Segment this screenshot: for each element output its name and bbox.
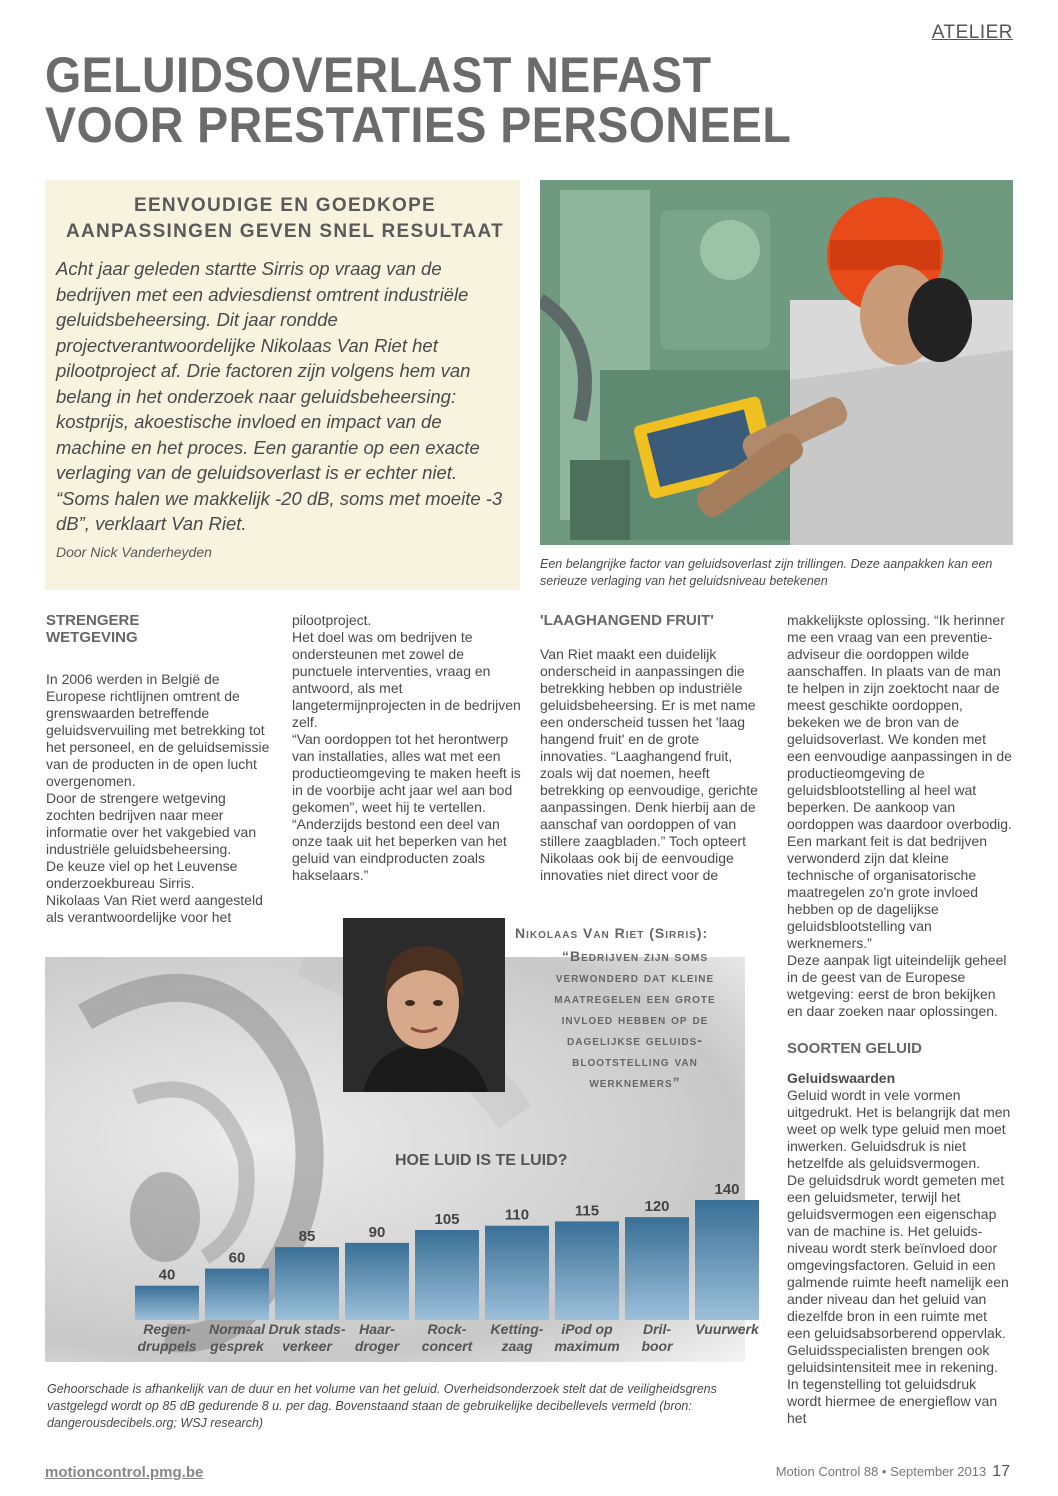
pull-quote: “Bedrijven zijn soms verwonderd dat kleine maatregelen een grote invloed hebben op de dagelijkse geluids-blootstelling van werknemers” — [554, 948, 716, 1090]
footer-meta — [776, 1463, 1010, 1481]
chart-value-label: 120 — [644, 1198, 670, 1216]
chart-category-label: iPod op — [561, 1321, 613, 1337]
chart-category-label: droger — [354, 1338, 400, 1354]
chart-category-label: verkeer — [282, 1338, 332, 1354]
chart-title: HOE LUID IS TE LUID? — [395, 1152, 568, 1169]
chart-category-label: Haar- — [359, 1321, 395, 1337]
col3-paragraph: Van Riet maakt een duidelijk onderscheid in aanpassingen die betrekking hebben op industriële geluidsbeheersing. Er is met name een onderscheid tussen het 'laag hangend fruit' en de grote innovaties. “Laaghangend fruit, zoals wij dat noemen, heeft betrekking op eenvoudige, gerichte aanpassingen. Denk hierbij aan de aanschaf van oordoppen of van stillere zaagbladen.” Toch opteert Nikolaas ook bij de eenvoudige innovaties niet direct voor de — [540, 646, 758, 883]
intro-heading-line-1: EENVOUDIGE EN GOEDKOPE — [133, 195, 437, 216]
chart-category-label: Druk stads- — [268, 1321, 346, 1337]
page-title — [45, 47, 938, 153]
page-number: 17 — [992, 1463, 1010, 1480]
col4-paragraph: makkelijkste oplossing. “Ik herinner me een vraag van een preventie-adviseur die oordoppen wilde aanschaffen. In plaats van de man te helpen in zijn zoektocht naar de meest geschikte oordoppen, bekeken we de bron van de geluidsoverlast. We konden met een eenvoudige aanpassingen in de productieomgeving de geluidsblootstelling al heel wat beperken. De aankoop van oordoppen was daardoor overbodig. Een markant feit is dat bedrijven verwonderd zijn dat kleine technische of organisatorische maatregelen zo'n grote invloed hebben op de dagelijkse geluidsblootstelling van werknemers.” — [787, 612, 1012, 951]
chart-value-label: 105 — [434, 1211, 460, 1228]
chart-category-label: druppels — [137, 1338, 197, 1354]
technician-photo-illustration — [540, 180, 1013, 545]
chart-bar — [625, 1217, 689, 1320]
decibel-bar-chart — [120, 1175, 760, 1365]
chart-category-label: Dril- — [643, 1321, 671, 1337]
chart-value-label: 115 — [574, 1202, 600, 1220]
chart-category-label: gesprek — [210, 1338, 264, 1354]
col1-paragraph: De keuze viel op het Leuvense onderzoekbureau Sirris. — [46, 858, 238, 891]
col1-paragraph: In 2006 werden in België de Europese richtlijnen omtrent de grenswaarden betreffende geluidsvervuiling met betrekking tot het personeel, en de geluidsemissie van de producten in de open lucht overgenomen. — [46, 671, 270, 789]
section-heading-wetgeving: STRENGERE WETGEVING — [46, 612, 140, 646]
technician-photo — [540, 180, 1013, 545]
portrait-illustration — [343, 918, 505, 1092]
chart-category-label: Ketting- — [490, 1321, 544, 1337]
chart-bar — [555, 1221, 619, 1320]
quote-attribution: Nikolaas Van Riet (Sirris): — [515, 925, 709, 941]
title-line-2: VOOR PRESTATIES PERSONEEL — [45, 97, 792, 153]
chart-value-label: 90 — [368, 1223, 386, 1241]
chart-value-label: 85 — [298, 1228, 316, 1246]
chart-category-label: Vuurwerk — [695, 1321, 759, 1337]
intro-heading-line-2: AANPASSINGEN GEVEN SNEL RESULTAAT — [65, 221, 505, 242]
column-3 — [540, 612, 765, 884]
col1-paragraph: Door de strengere wetgeving zochten bedrijven naar meer informatie over het vakgebied van industriële geluidsbeheersing. — [46, 790, 257, 857]
subheading-geluidswaarden: Geluidswaarden — [787, 1070, 896, 1086]
chart-value-label: 110 — [504, 1206, 530, 1224]
chart-bar — [275, 1247, 339, 1320]
footer-issue: Motion Control 88 • September 2013 — [775, 1464, 987, 1479]
col1-paragraph: Nikolaas Van Riet werd aangesteld als verantwoordelijke voor het — [46, 892, 263, 925]
intro-heading — [55, 193, 515, 245]
section-heading-laaghangend-fruit: 'LAAGHANGEND FRUIT' — [540, 612, 714, 629]
chart-category-label: Rock- — [427, 1321, 467, 1337]
chart-value-label: 140 — [714, 1181, 740, 1198]
col2-paragraph: Het doel was om bedrijven te ondersteunen met zowel de punctuele interventies, vraag en antwoord, als met langetermijnprojecten in de bedrijven zelf. — [292, 629, 521, 730]
chart-category-label: concert — [421, 1338, 473, 1354]
intro-text: Acht jaar geleden startte Sirris op vraag van de bedrijven met een adviesdienst omtrent industriële geluidsbeheersing. Dit jaar rondde projectverantwoordelijke Nikolaas Van Riet het pilootproject af. Drie factoren zijn volgens hem van belang in het onderzoek naar geluidsbeheersing: kostprijs, akoestische invloed en impact van de machine en het proces. Een garantie op een exacte verlaging van de geluidsoverlast is er echter niet. “Soms halen we makkelijk -20 dB, soms met moeite -3 dB”, verklaart Van Riet. — [56, 258, 503, 534]
col2-paragraph: pilootproject. — [292, 612, 372, 628]
col4-paragraph: Geluid wordt in vele vormen uitgedrukt. Het is belangrijk dat men weet op welk type geluid men moet inwerken. Geluidsdruk is niet hetzelfde als geluidsvermogen. — [787, 1087, 1011, 1171]
footer-link[interactable]: motioncontrol.pmg.be — [45, 1464, 204, 1481]
chart-bar — [695, 1200, 759, 1320]
column-1 — [46, 612, 276, 926]
chart-bar — [345, 1243, 409, 1320]
chart-bar — [205, 1269, 269, 1320]
col2-paragraph: “Anderzijds bestond een deel van onze taak uit het beperken van het geluid van eindproducten zoals hakselaars.” — [292, 816, 507, 883]
chart-category-label: boor — [641, 1338, 673, 1354]
chart-bar — [415, 1230, 479, 1320]
chart-category-label: maximum — [554, 1338, 620, 1354]
chart-category-label: Regen- — [143, 1321, 191, 1337]
col2-paragraph: “Van oordoppen tot het herontwerp van installaties, alles wat met een productieomgeving te maken heeft is in de voorbije acht jaar wel aan bod gekomen”, weet hij te vertellen. — [292, 731, 521, 815]
title-line-1: GELUIDSOVERLAST NEFAST — [45, 47, 712, 103]
chart-value-label: 40 — [158, 1266, 176, 1284]
chart-category-label: Normaal — [208, 1321, 266, 1337]
chart-category-label: zaag — [501, 1338, 533, 1354]
column-4 — [787, 612, 1012, 1427]
chart-bar — [135, 1286, 199, 1320]
col4-paragraph: Deze aanpak ligt uiteindelijk geheel in de geest van de Europese wetgeving: eerst de bron bekijken en daar zoeken naar oplossingen. — [787, 952, 1007, 1019]
chart-value-label: 60 — [228, 1249, 246, 1267]
chart-caption: Gehoorschade is afhankelijk van de duur en het volume van het geluid. Overheidsonderzoek stelt dat de veiligheidsgrens vastgelegd wordt op 85 dB gedurende 8 u. per dag. Bovenstaand staan de gebruikelijke decibellevels vermeld (bron: dangerousdecibels.org; WSJ research) — [47, 1382, 717, 1430]
column-2 — [292, 612, 524, 884]
byline: Door Nick Vanderheyden — [56, 544, 212, 560]
section-heading-soorten-geluid: SOORTEN GELUID — [787, 1040, 923, 1057]
chart-bar — [485, 1226, 549, 1320]
section-tag[interactable]: ATELIER — [931, 22, 1013, 43]
col4-paragraph: De geluidsdruk wordt gemeten met een geluidsmeter, terwijl het geluidsvermogen een eigenschap van de machine is. Het geluids-niveau wordt sterk beïnvloed door omgevingsfactoren. Geluid in een galmende ruimte heeft namelijk een ander niveau dan het geluid van diezelfde bron in een ruimte met een geluidsabsorberend oppervlak. Geluidsspecialisten brengen ook geluidsintensiteit mee in rekening. In tegenstelling tot geluidsdruk wordt hiermee de energieflow van het — [787, 1172, 1009, 1426]
portrait-photo — [343, 918, 505, 1092]
photo-caption: Een belangrijke factor van geluidsoverlast zijn trillingen. Deze aanpakken kan een serieuze verlaging van het geluidsniveau betekenen — [540, 557, 993, 588]
